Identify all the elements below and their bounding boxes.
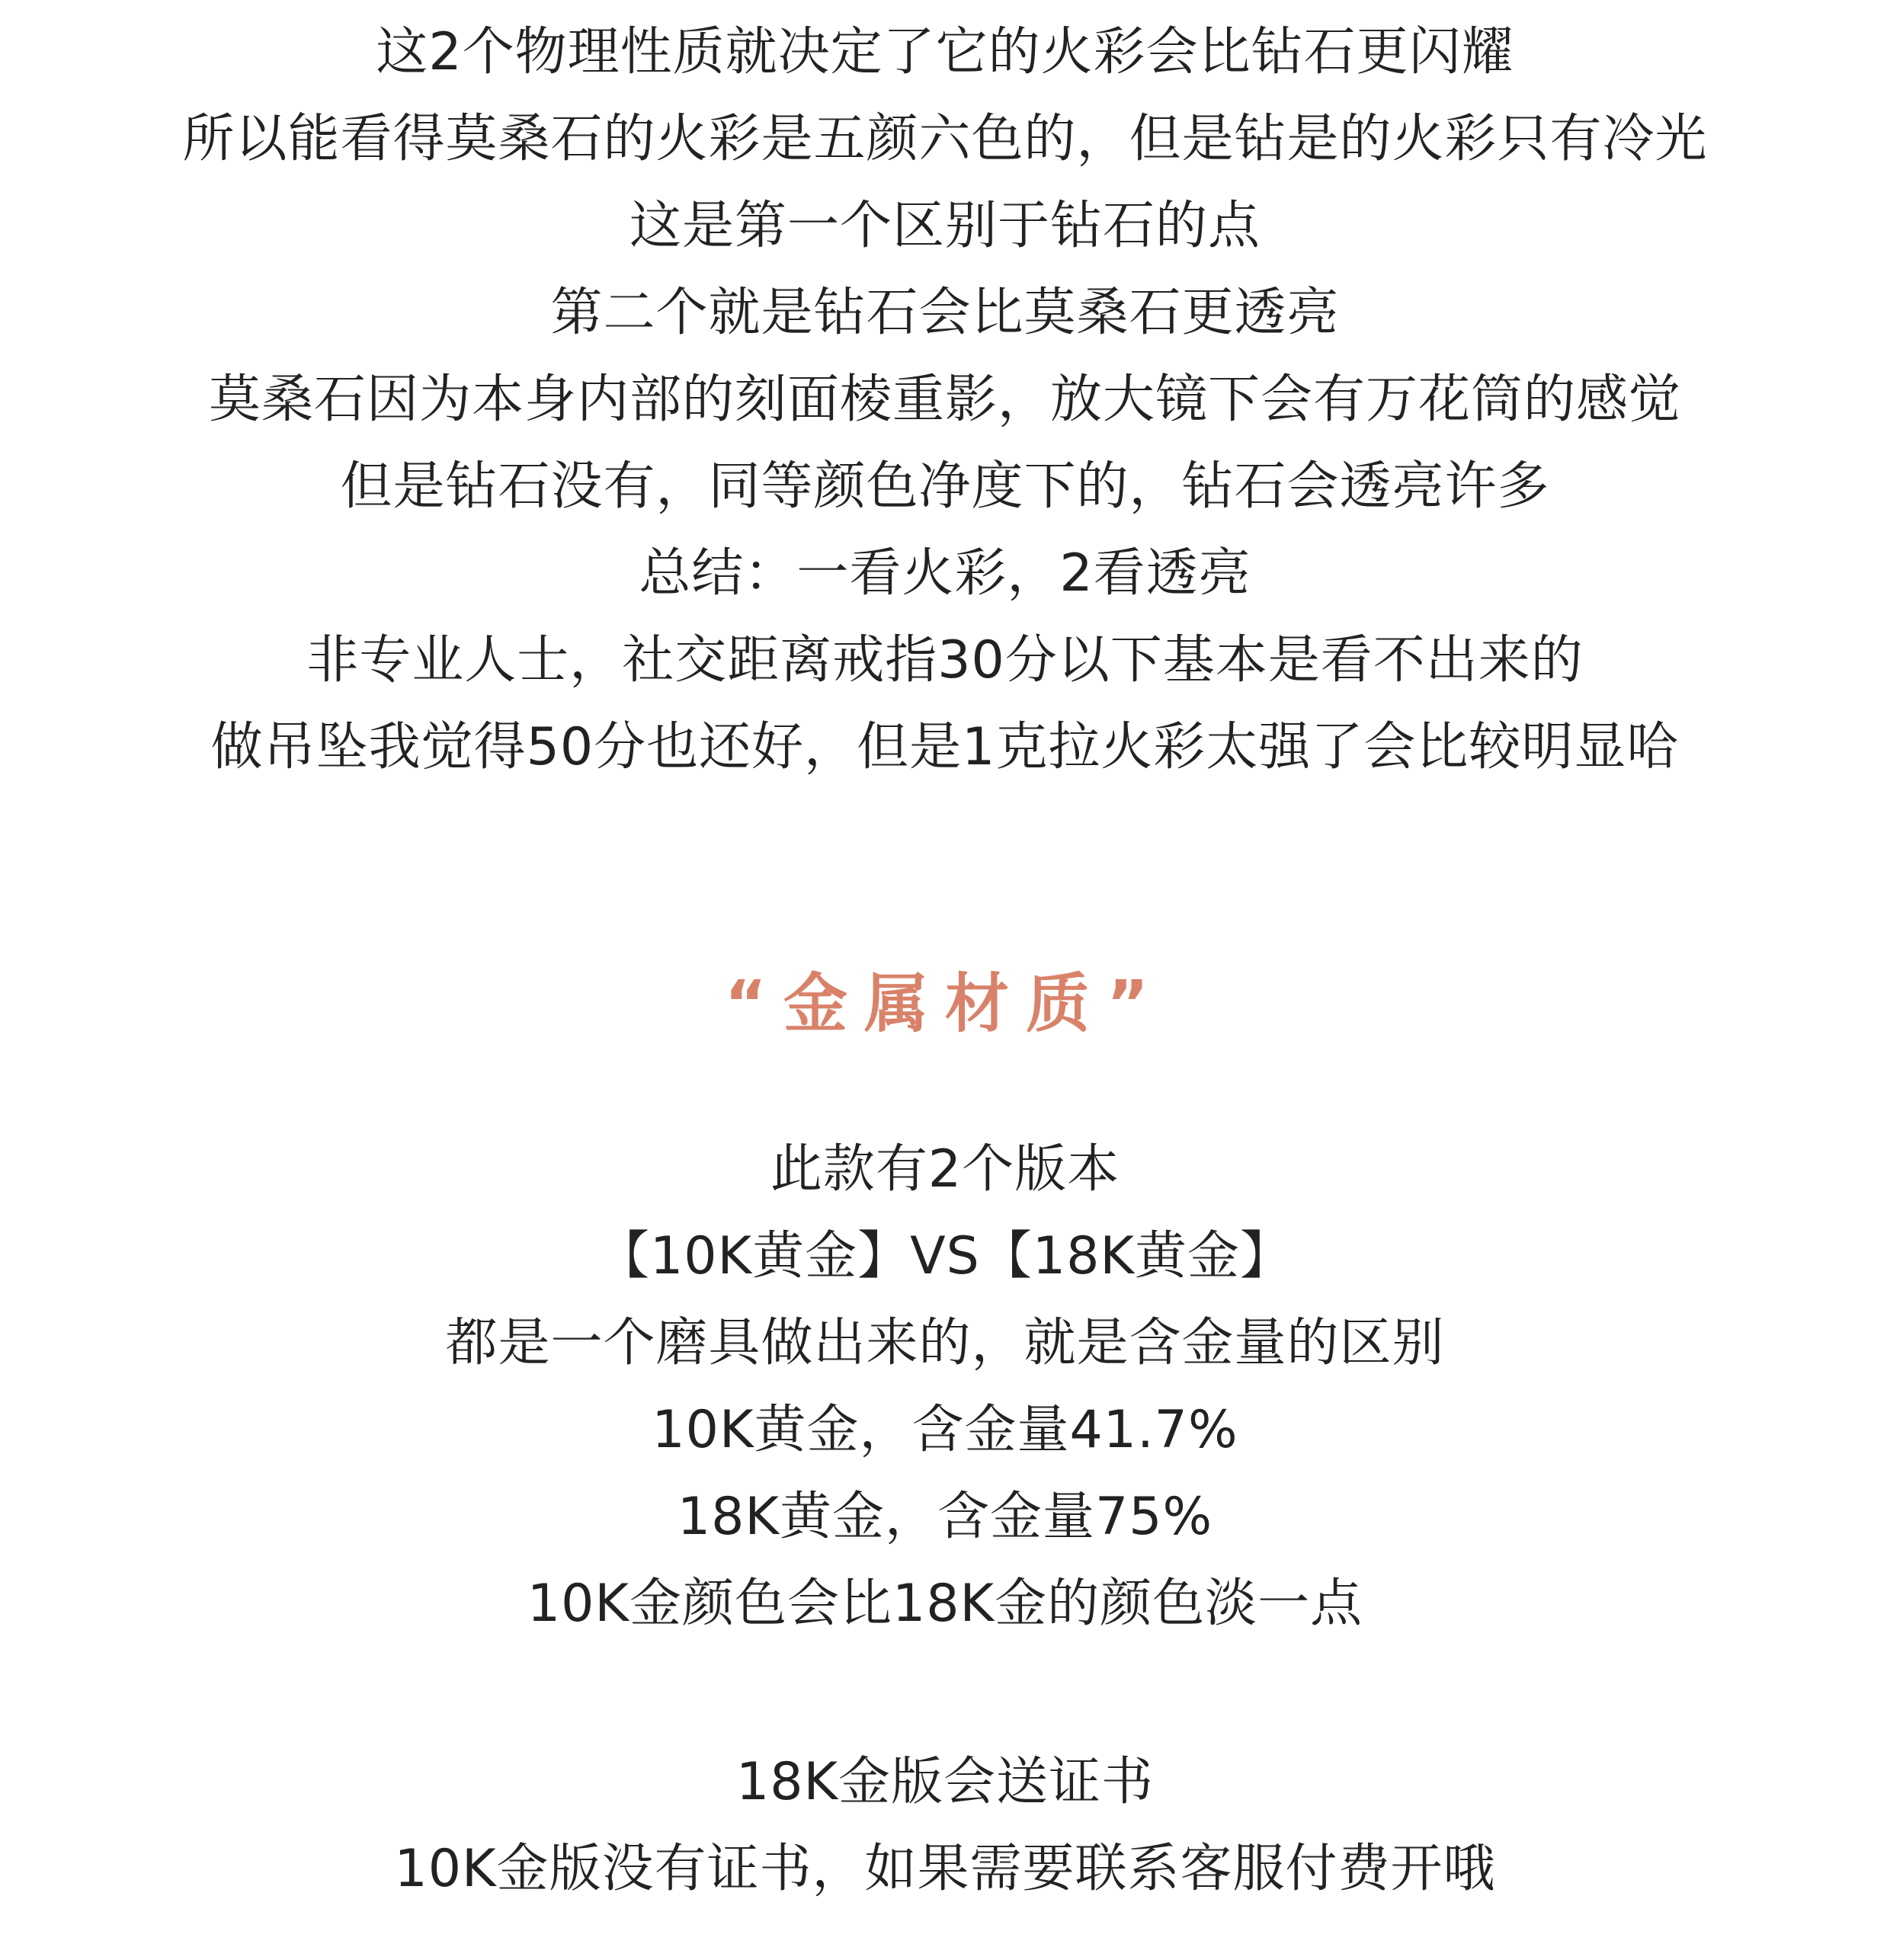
- metal-material-text: [0, 1126, 1890, 1648]
- certificate-info-text: [0, 1739, 1890, 1913]
- text-line: 10K黄金，含金量41.7%: [652, 1400, 1238, 1460]
- text-line: 都是一个磨具做出来的，就是含金量的区别: [445, 1313, 1445, 1373]
- text-line: 第二个就是钻石会比莫桑石更透亮: [550, 283, 1340, 343]
- text-line: 非专业人士，社交距离戒指30分以下基本是看不出来的: [306, 630, 1584, 690]
- text-line: 但是钻石没有，同等颜色净度下的，钻石会透亮许多: [340, 456, 1550, 517]
- text-line: 这是第一个区别于钻石的点: [629, 196, 1261, 256]
- text-line: 所以能看得莫桑石的火彩是五颜六色的，但是钻是的火彩只有冷光: [182, 109, 1708, 169]
- moissanite-comparison-text: [0, 9, 1890, 791]
- text-line: 总结：一看火彩，2看透亮: [639, 543, 1251, 604]
- text-line: 【10K黄金】VS【18K黄金】: [597, 1226, 1293, 1286]
- text-line: 10K金版没有证书，如果需要联系客服付费开哦: [394, 1839, 1496, 1899]
- text-line: 莫桑石因为本身内部的刻面棱重影，放大镜下会有万花筒的感觉: [208, 370, 1681, 430]
- text-line: 10K金颜色会比18K金的颜色淡一点: [527, 1574, 1363, 1634]
- section-heading-metal-material: “金属材质”: [724, 966, 1166, 1041]
- text-line: 18K黄金，含金量75%: [677, 1487, 1213, 1547]
- text-line: 18K金版会送证书: [735, 1752, 1155, 1812]
- text-line: 做吊坠我觉得50分也还好，但是1克拉火彩太强了会比较明显哈: [210, 717, 1680, 777]
- text-line: 这2个物理性质就决定了它的火彩会比钻石更闪耀: [376, 22, 1514, 82]
- text-line: 此款有2个版本: [770, 1139, 1120, 1199]
